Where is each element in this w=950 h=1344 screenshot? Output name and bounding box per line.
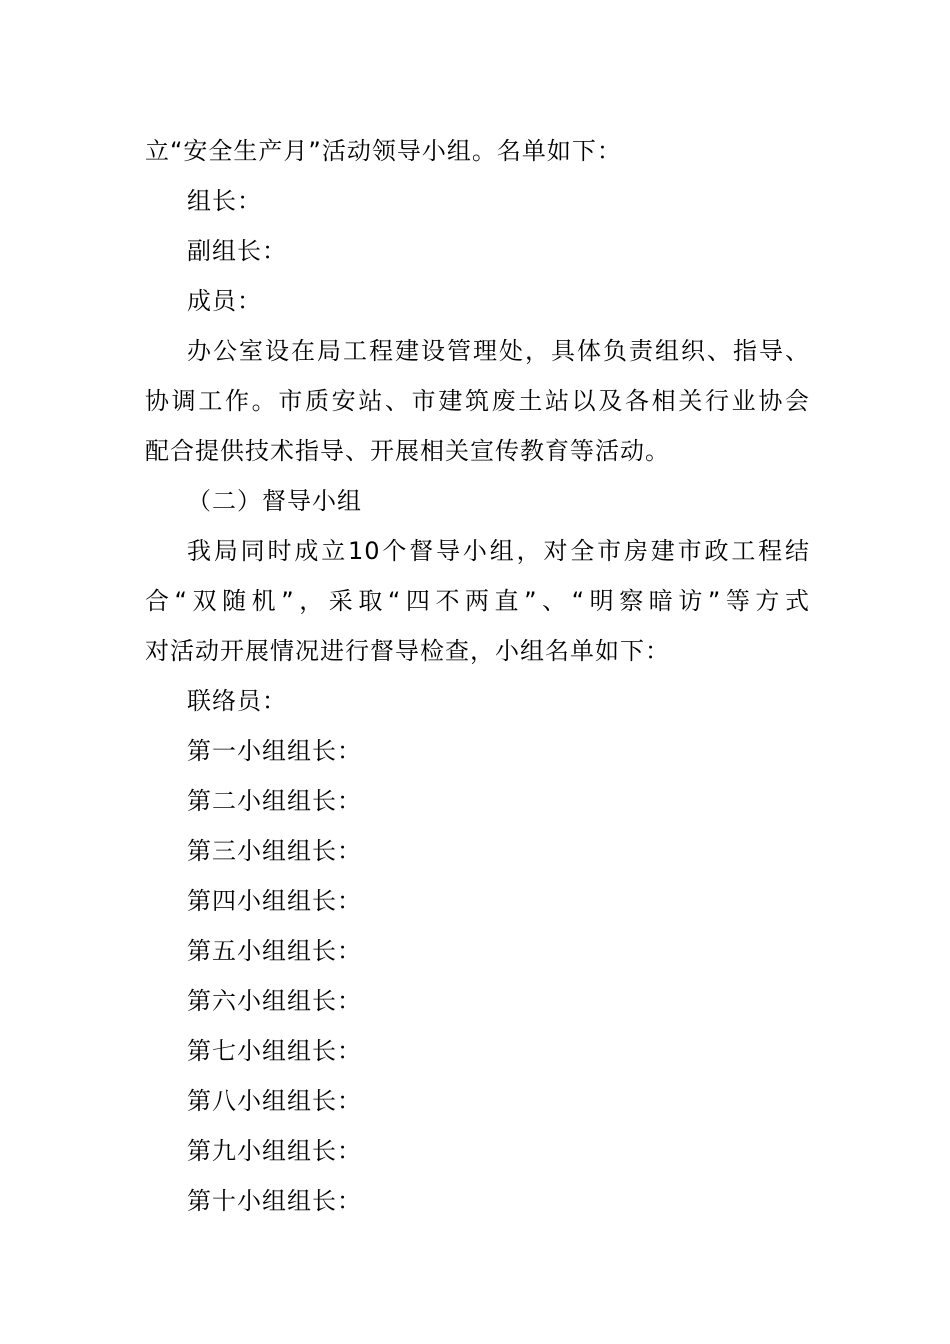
paragraph-line: 办公室设在局工程建设管理处，具体负责组织、指导、	[187, 337, 810, 365]
paragraph-line: 我局同时成立10个督导小组，对全市房建市政工程结	[187, 537, 810, 565]
paragraph-line: 配合提供技术指导、开展相关宣传教育等活动。	[145, 437, 670, 465]
paragraph-line: 组长：	[187, 187, 262, 215]
paragraph-line: 副组长：	[187, 237, 287, 265]
roster-line: 第三小组组长：	[187, 837, 362, 865]
section-heading: （二）督导小组	[187, 487, 362, 515]
document-body	[145, 126, 810, 1226]
roster-line: 第一小组组长：	[187, 737, 362, 765]
roster-line: 第五小组组长：	[187, 937, 362, 965]
roster-line: 第十小组组长：	[187, 1187, 362, 1215]
paragraph-line: 成员：	[187, 287, 262, 315]
paragraph-line: 对活动开展情况进行督导检查，小组名单如下：	[145, 637, 670, 665]
roster-line: 联络员：	[187, 687, 287, 715]
paragraph-line: 立“安全生产月”活动领导小组。名单如下：	[145, 137, 622, 165]
roster-line: 第九小组组长：	[187, 1137, 362, 1165]
roster-line: 第四小组组长：	[187, 887, 362, 915]
roster-line: 第二小组组长：	[187, 787, 362, 815]
roster-line: 第六小组组长：	[187, 987, 362, 1015]
paragraph-line: 合“双随机”，采取“四不两直”、“明察暗访”等方式	[145, 587, 810, 615]
roster-line: 第八小组组长：	[187, 1087, 362, 1115]
paragraph-line: 协调工作。市质安站、市建筑废土站以及各相关行业协会	[145, 387, 810, 415]
roster-line: 第七小组组长：	[187, 1037, 362, 1065]
